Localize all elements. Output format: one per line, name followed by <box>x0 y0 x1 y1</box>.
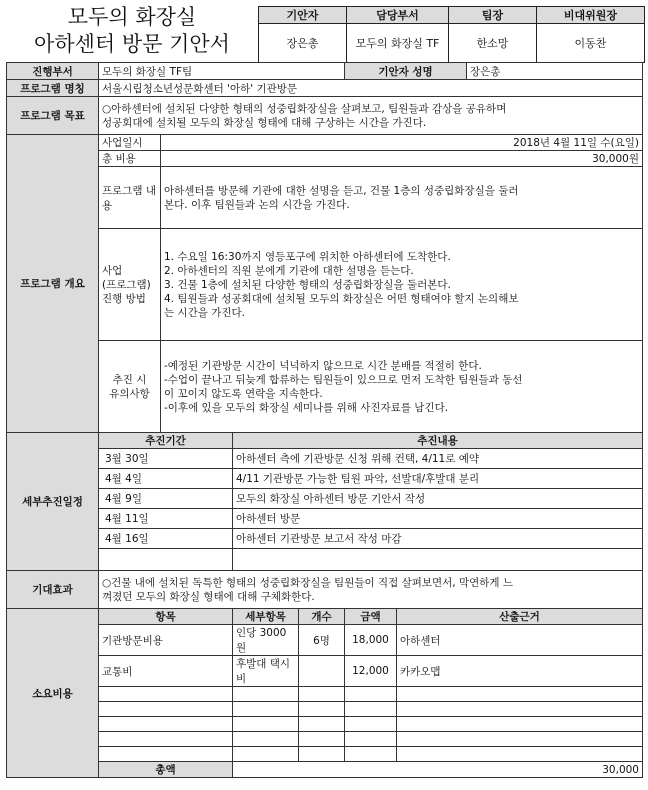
budget-count <box>299 656 345 687</box>
budget-total-value: 30,000 <box>233 762 643 778</box>
budget-detail: 인당 3000원 <box>233 625 299 656</box>
caution-line: 이 꼬이지 않도록 연락을 지속한다. <box>164 387 323 400</box>
content-label: 프로그램 내용 <box>99 167 161 229</box>
budget-basis: 아하센터 <box>397 625 643 656</box>
budget-detail <box>233 747 299 762</box>
approval-header-leader: 팀장 <box>449 7 537 24</box>
method-line: 는 시간을 가진다. <box>164 306 246 319</box>
approval-value-leader: 한소망 <box>449 24 537 63</box>
budget-basis <box>397 747 643 762</box>
main-form-table <box>6 62 643 778</box>
cost-label: 총 비용 <box>99 151 161 167</box>
budget-item: 기관방문비용 <box>99 625 233 656</box>
method-line: 4. 팀원들과 성공회대에 설치될 모두의 화장실은 어떤 형태여야 할지 논의해보 <box>164 292 519 305</box>
program-goal-line-2: 성공회대에 설치될 모두의 화장실 형태에 대해 구상하는 시간을 가진다. <box>102 116 427 129</box>
approval-header-dept: 담당부서 <box>347 7 449 24</box>
caution-line: -예정된 기관방문 시간이 넉넉하지 않으므로 시간 분배를 적절히 한다. <box>164 359 482 372</box>
method-line: 2. 아하센터의 직원 분에게 기관에 대한 설명을 듣는다. <box>164 264 414 277</box>
approval-header-chair: 비대위원장 <box>537 7 645 24</box>
schedule-col-content: 추진내용 <box>233 433 643 449</box>
schedule-date <box>99 549 233 571</box>
approval-table <box>258 6 645 63</box>
budget-item <box>99 747 233 762</box>
effect-label: 기대효과 <box>7 571 99 609</box>
schedule-date: 4월 16일 <box>99 529 233 549</box>
method-value <box>161 229 643 341</box>
program-name-label: 프로그램 명칭 <box>7 80 99 97</box>
content-line-1: 아하센터를 방문해 기관에 대한 설명을 듣고, 건물 1층의 성중립화장실을 둘러 <box>164 184 519 197</box>
method-line: 3. 건물 1층에 설치된 다양한 형태의 성중립화장실을 둘러본다. <box>164 278 451 291</box>
budget-amount <box>345 702 397 717</box>
program-goal-value <box>99 97 643 135</box>
schedule-date: 4월 11일 <box>99 509 233 529</box>
budget-count: 6명 <box>299 625 345 656</box>
content-value <box>161 167 643 229</box>
budget-amount: 18,000 <box>345 625 397 656</box>
approval-value-chair: 이동찬 <box>537 24 645 63</box>
schedule-content: 아하센터 측에 기관방문 신청 위해 컨택, 4/11로 예약 <box>233 449 643 469</box>
budget-amount <box>345 717 397 732</box>
caution-line: -수업이 끝나고 뒤늦게 합류하는 팀원들이 있으므로 먼저 도착한 팀원들과 동선 <box>164 373 523 386</box>
budget-header-count: 개수 <box>299 609 345 625</box>
budget-item: 교통비 <box>99 656 233 687</box>
caution-label-line-1: 추진 시 <box>112 373 147 386</box>
effect-line-1: ○건물 내에 설치된 독특한 형태의 성중립화장실을 팀원들이 직접 살펴보면서, 막연하게 느 <box>102 576 514 589</box>
date-value: 2018년 4월 11일 수(요일) <box>161 135 643 151</box>
budget-header-detail: 세부항목 <box>233 609 299 625</box>
schedule-col-period: 추진기간 <box>99 433 233 449</box>
approval-header-drafter: 기안자 <box>259 7 347 24</box>
caution-label <box>99 341 161 433</box>
budget-detail <box>233 702 299 717</box>
budget-amount: 12,000 <box>345 656 397 687</box>
schedule-content: 아하센터 방문 <box>233 509 643 529</box>
method-line: 1. 수요일 16:30까지 영등포구에 위치한 아하센터에 도착한다. <box>164 250 451 263</box>
budget-label: 소요비용 <box>7 609 99 778</box>
budget-amount <box>345 687 397 702</box>
schedule-content: 4/11 기관방문 가능한 팀원 파악, 선발대/후발대 분리 <box>233 469 643 489</box>
budget-total-label: 총액 <box>99 762 233 778</box>
document-title <box>6 4 258 60</box>
budget-item <box>99 732 233 747</box>
budget-amount <box>345 747 397 762</box>
schedule-label: 세부추진일정 <box>7 433 99 571</box>
schedule-date: 4월 4일 <box>99 469 233 489</box>
caution-label-line-2: 유의사항 <box>109 387 150 400</box>
program-name-value: 서울시립청소년성문화센터 '아하' 기관방문 <box>99 80 643 97</box>
budget-detail <box>233 732 299 747</box>
budget-detail <box>233 687 299 702</box>
budget-basis <box>397 717 643 732</box>
cost-value: 30,000원 <box>161 151 643 167</box>
schedule-content: 아하센터 기관방문 보고서 작성 마감 <box>233 529 643 549</box>
budget-item <box>99 702 233 717</box>
dept-label: 진행부서 <box>7 63 99 80</box>
schedule-content: 모두의 화장실 아하센터 방문 기안서 작성 <box>233 489 643 509</box>
program-goal-label: 프로그램 목표 <box>7 97 99 135</box>
title-line-1: 모두의 화장실 <box>67 5 197 29</box>
schedule-date: 4월 9일 <box>99 489 233 509</box>
overview-label: 프로그램 개요 <box>7 135 99 433</box>
budget-item <box>99 687 233 702</box>
method-label-line-2: (프로그램) <box>102 278 151 291</box>
budget-detail: 후발대 택시비 <box>233 656 299 687</box>
budget-count <box>299 687 345 702</box>
budget-count <box>299 732 345 747</box>
schedule-content <box>233 549 643 571</box>
budget-count <box>299 717 345 732</box>
date-label: 사업일시 <box>99 135 161 151</box>
approval-value-drafter: 장은총 <box>259 24 347 63</box>
title-line-2: 아하센터 방문 기안서 <box>34 32 230 56</box>
dept-value: 모두의 화장실 TF팀 <box>99 63 345 80</box>
approval-value-dept: 모두의 화장실 TF <box>347 24 449 63</box>
budget-item <box>99 717 233 732</box>
budget-basis: 카카오맵 <box>397 656 643 687</box>
budget-header-amount: 금액 <box>345 609 397 625</box>
drafter-name-label: 기안자 성명 <box>345 63 467 80</box>
budget-count <box>299 747 345 762</box>
method-label <box>99 229 161 341</box>
budget-amount <box>345 732 397 747</box>
content-line-2: 본다. 이후 팀원들과 논의 시간을 가진다. <box>164 198 350 211</box>
schedule-date: 3월 30일 <box>99 449 233 469</box>
budget-basis <box>397 687 643 702</box>
caution-line: -이후에 있을 모두의 화장실 세미나를 위해 사진자료를 남긴다. <box>164 401 449 414</box>
method-label-line-3: 진행 방법 <box>102 292 146 305</box>
budget-detail <box>233 717 299 732</box>
budget-basis <box>397 732 643 747</box>
effect-value <box>99 571 643 609</box>
drafter-name-value: 장은총 <box>467 63 643 80</box>
budget-header-item: 항목 <box>99 609 233 625</box>
effect-line-2: 껴졌던 모두의 화장실 형태에 대해 구체화한다. <box>102 590 315 603</box>
budget-count <box>299 702 345 717</box>
budget-basis <box>397 702 643 717</box>
caution-value <box>161 341 643 433</box>
method-label-line-1: 사업 <box>102 264 123 277</box>
program-goal-line-1: ○아하센터에 설치된 다양한 형태의 성중립화장실을 살펴보고, 팀원들과 감상을 공유하며 <box>102 102 507 115</box>
budget-header-basis: 산출근거 <box>397 609 643 625</box>
